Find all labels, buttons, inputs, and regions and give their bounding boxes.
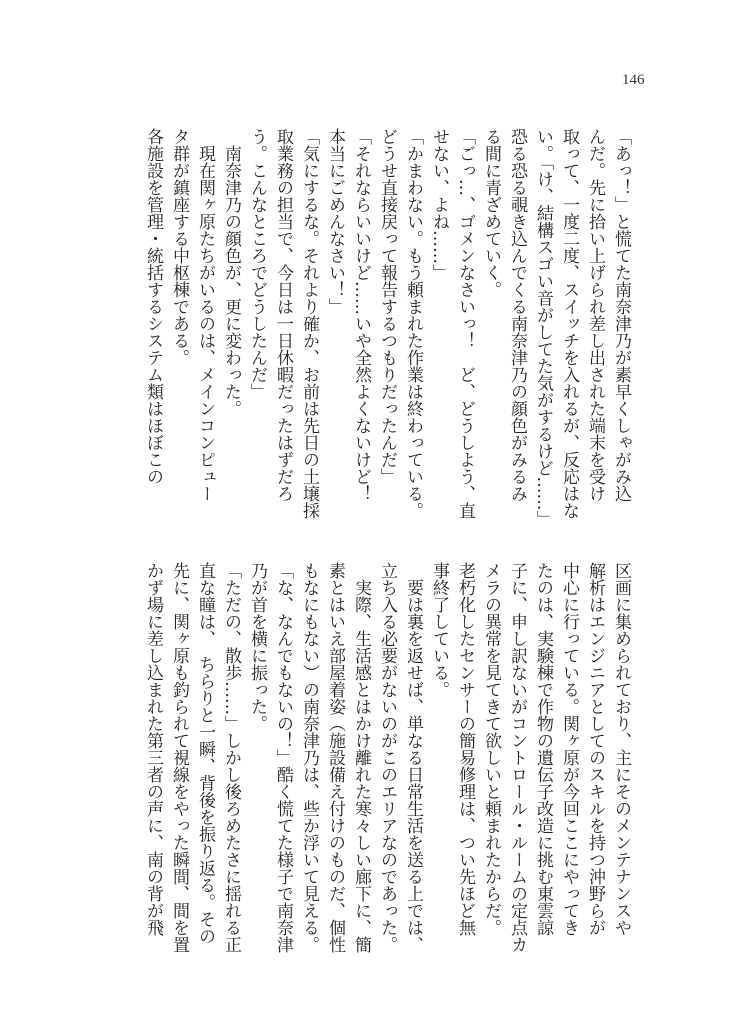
text-line: 事終了している。 bbox=[429, 562, 449, 698]
text-line: 現在関ヶ原たちがいるのは、メインコンピュー bbox=[195, 128, 215, 502]
text-line: メラの異常を見てきて欲しいと頼まれたからだ。 bbox=[481, 562, 501, 936]
text-line: 恐る恐る覗き込んでくる南奈津乃の顔色がみるみ bbox=[507, 128, 527, 502]
text-line: 取って、一度二度、スイッチを入れるが、反応はな bbox=[559, 128, 579, 519]
text-line: んだ。先に拾い上げられ差し出された端末を受け bbox=[585, 128, 605, 502]
text-line: たのは、実験棟で作物の遺伝子改造に挑む東雲諒 bbox=[533, 562, 553, 936]
text-line: う。こんなところでどうしたんだ」 bbox=[247, 128, 267, 400]
text-line: 取業務の担当で、今日は一日休暇だったはずだろ bbox=[273, 128, 293, 502]
text-line: る間に青ざめていく。 bbox=[481, 128, 501, 298]
text-line: タ群が鎮座する中枢棟である。 bbox=[169, 128, 189, 366]
text-line: 「それならいいけど……いや全然よくないけど！ bbox=[351, 128, 371, 502]
text-line: 乃が首を横に振った。 bbox=[247, 562, 267, 732]
text-line: 立ち入る必要がないのがこのエリアなのであった。 bbox=[377, 562, 397, 953]
text-line: 本当にごめんなさい！」 bbox=[325, 128, 345, 315]
text-line: 先に、関ヶ原も釣られて視線をやった瞬間、間を置 bbox=[169, 562, 189, 953]
page-number: 146 bbox=[622, 72, 645, 88]
text-line: 「な、なんでもないの！」酷く慌てた様子で南奈津 bbox=[273, 562, 293, 953]
text-line: 中心に行っている。関ヶ原が今回ここにやってき bbox=[559, 562, 579, 936]
text-line: どうせ直接戻って報告するつもりだったんだ」 bbox=[377, 128, 397, 485]
text-line: せない、よね……」 bbox=[429, 128, 449, 281]
text-line: 南奈津乃の顔色が、更に変わった。 bbox=[221, 128, 241, 417]
text-line: 子に、申し訳ないがコントロール・ルームの定点カ bbox=[507, 562, 527, 953]
text-line: 各施設を管理・統括するシステム類はほぼこの bbox=[143, 128, 163, 485]
lower-text-block bbox=[140, 562, 634, 953]
text-line: 「かまわない。もう頼まれた作業は終わっている。 bbox=[403, 128, 423, 519]
text-line: もなにもない）の南奈津乃は、些か浮いて見える。 bbox=[299, 562, 319, 953]
text-line: 直な瞳は、 ちらりと一瞬、背後を振り返る。その bbox=[195, 562, 215, 945]
text-line: 「あっ！」と慌てた南奈津乃が素早くしゃがみ込 bbox=[611, 128, 631, 502]
text-line: い。「け、結構スゴい音がしてた気がするけど……」 bbox=[533, 128, 553, 528]
text-line: かず場に差し込まれた第三者の声に、南の背が飛 bbox=[143, 562, 163, 936]
text-line: 素とはいえ部屋着姿（施設備え付けのものだ、個性 bbox=[325, 562, 345, 953]
text-line: 実際、生活感とはかけ離れた寒々しい廊下に、簡 bbox=[351, 562, 371, 953]
text-line: 解析はエンジニアとしてのスキルを持つ沖野らが bbox=[585, 562, 605, 936]
text-line: 「ごっ…、ゴメンなさいっ！ ど、どうしよう、直 bbox=[455, 128, 475, 519]
text-line: 区画に集められており、主にそのメンテナンスや bbox=[611, 562, 631, 936]
text-line: 「ただの、散歩……」しかし後ろめたさに揺れる正 bbox=[221, 562, 241, 953]
text-line: 要は裏を返せば、単なる日常生活を送る上では、 bbox=[403, 562, 423, 953]
upper-text-block bbox=[140, 128, 634, 528]
text-line: 「気にするな。それより確か、お前は先日の土壌採 bbox=[299, 128, 319, 519]
text-line: 老朽化したセンサーの簡易修理は、つい先ほど無 bbox=[455, 562, 475, 936]
